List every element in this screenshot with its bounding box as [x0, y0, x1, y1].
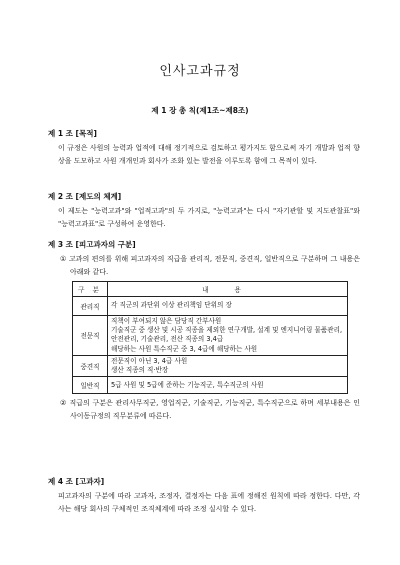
grade-description: 전문직이 아닌 3, 4급 사원 생산 직종의 직·반장: [108, 355, 348, 376]
grade-description: 직책이 부여되지 않은 담당직 간부사원 기술직군 중 생산 및 시공 직종을 제외한 연구개발, 설계 및 엔지니어링 물품관리, 안전관리, 기술관리, 전산 직종의 3,4급 해당하는 사원 특수직군 중 3, 4급에 해당하는 사원: [108, 316, 348, 356]
article-body: 피고과자의 구분에 따라 고과자, 조정자, 결정자는 다음 표에 정해진 원칙에 따라 정한다. 다만, 각 사는 해당 회사의 구체적인 조직체계에 따라 조정 실시할 수 있다.: [58, 492, 360, 513]
document-title: 인사고과규정: [159, 64, 241, 79]
grade-description: 5급 사원 및 5급에 준하는 기능직군, 특수직군의 사원: [108, 377, 348, 394]
table-row: [73, 297, 348, 316]
grade-name: 중견직: [73, 355, 108, 376]
table-row: [73, 355, 348, 376]
table-header-cell: 구 분: [73, 282, 108, 297]
grade-description: 각 직군의 과단위 이상 관리책임 단위의 장: [108, 297, 348, 316]
article-item-1: ① 고과의 편의를 위해 피고과자의 직급을 관리직, 전문직, 중견직, 일반직으로 구분하며 그 내용은 아래와 같다.: [60, 255, 360, 276]
table-header-row: [73, 282, 348, 297]
grade-table: [72, 281, 348, 394]
article-item-2: ② 직급의 구분은 관리사무직군, 영업직군, 기술직군, 기능직군, 특수직군으로 하며 세부내용은 인사이동규정의 직무분류에 따른다.: [60, 399, 360, 420]
table-header-cell: 내 용: [108, 282, 348, 297]
article-2: [48, 191, 360, 230]
article-3: [48, 239, 360, 422]
article-heading: 제 3 조 [피고과자의 구분]: [48, 240, 136, 249]
chapter-heading: 제 1 장 총 칙(제1조~제8조): [151, 106, 249, 115]
article-4: [48, 476, 360, 515]
article-heading: 제 4 조 [고과자]: [48, 477, 105, 486]
article-1: [48, 128, 360, 167]
article-body: 이 제도는 "능력고과"와 "업적고과"의 두 가지로, "능력고과"는 다시 "자기관할 및 지도관찰표"와 "능력고과표"로 구성하여 운영한다.: [58, 207, 360, 228]
table-row: [73, 377, 348, 394]
table-row: [73, 316, 348, 356]
article-heading: 제 2 조 [제도의 체계]: [48, 192, 122, 201]
article-heading: 제 1 조 [목적]: [48, 129, 97, 138]
grade-name: 일반직: [73, 377, 108, 394]
article-body: 이 규정은 사원의 능력과 업적에 대해 정기적으로 검토하고 평가지도 함으로써 자기 개발과 업적 향상을 도모하고 사원 개개인과 회사가 조화 있는 발전을 이루도록 함에 그 목적이 있다.: [58, 144, 360, 165]
grade-name: 관리직: [73, 297, 108, 316]
grade-name: 전문직: [73, 316, 108, 356]
